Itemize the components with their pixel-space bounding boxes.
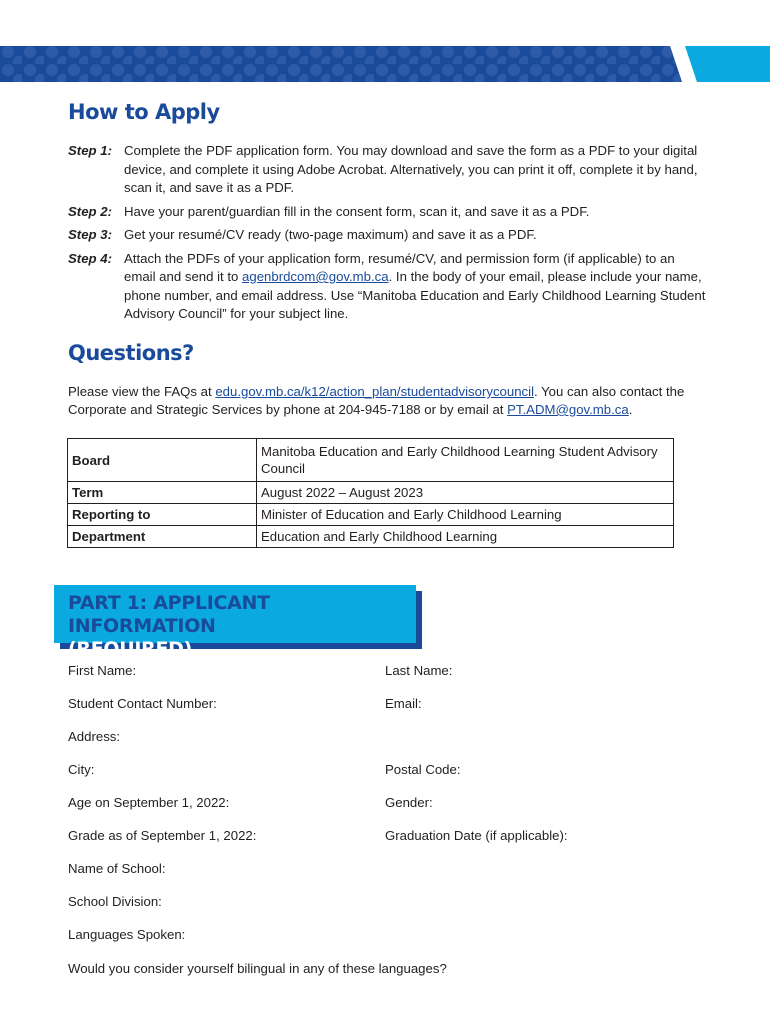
submission-email-link[interactable]: agenbrdcom@gov.mb.ca xyxy=(242,269,389,284)
school-division-label: School Division: xyxy=(68,894,162,909)
grade-label: Grade as of September 1, 2022: xyxy=(68,828,257,843)
part1-title-line2: (REQUIRED) xyxy=(68,638,193,660)
part1-title-line1: PART 1: APPLICANT INFORMATION xyxy=(68,592,270,637)
step-3 xyxy=(68,226,708,245)
step-1 xyxy=(68,142,708,198)
questions-text-part: . You can also contact the Corporate and Strategic Services by phone at 204-945-7188 or by email at xyxy=(68,384,685,417)
school-name-label: Name of School: xyxy=(68,861,166,876)
bilingual-question: Would you consider yourself bilingual in any of these languages? xyxy=(68,961,447,976)
table-row xyxy=(68,526,674,548)
first-name-label: First Name: xyxy=(68,663,137,678)
table-row xyxy=(68,482,674,504)
table-key: Reporting to xyxy=(68,504,257,526)
steps-list xyxy=(68,142,708,329)
part1-title xyxy=(68,592,416,661)
table-value: Manitoba Education and Early Childhood Learning Student Advisory Council xyxy=(257,439,674,482)
questions-text-part: . xyxy=(628,402,633,417)
postal-code-label: Postal Code: xyxy=(385,762,461,777)
table-value: Education and Early Childhood Learning xyxy=(257,526,674,548)
step-2 xyxy=(68,203,708,222)
step-label: Step 2: xyxy=(68,203,112,219)
email-label: Email: xyxy=(385,696,422,711)
step-4 xyxy=(68,250,708,324)
gender-label: Gender: xyxy=(385,795,433,810)
faq-link[interactable]: edu.gov.mb.ca/k12/action_plan/studentadvisorycouncil xyxy=(215,384,534,399)
age-label: Age on September 1, 2022: xyxy=(68,795,230,810)
step-text xyxy=(124,250,708,324)
banner-graphic xyxy=(0,46,770,82)
city-label: City: xyxy=(68,762,95,777)
step-label: Step 4: xyxy=(68,250,112,266)
contact-email-link[interactable]: PT.ADM@gov.mb.ca xyxy=(507,402,629,417)
questions-text-part: Please view the FAQs at xyxy=(68,384,216,399)
last-name-label: Last Name: xyxy=(385,663,453,678)
step-label: Step 1: xyxy=(68,143,112,158)
board-info-table xyxy=(67,438,674,548)
table-key: Department xyxy=(68,526,257,548)
step-label: Step 3: xyxy=(68,227,112,242)
step-text-part: . In the body of your email, please include your name, phone number, and email address. Use “Manitoba Education and Early Childhood Learning Student Advisory Council” for your subject line. xyxy=(124,269,706,321)
table-value: August 2022 – August 2023 xyxy=(257,482,674,504)
address-label: Address: xyxy=(68,729,121,744)
table-value: Minister of Education and Early Childhood Learning xyxy=(257,504,674,526)
questions-text xyxy=(68,383,708,419)
table-key: Board xyxy=(68,439,257,482)
table-row xyxy=(68,439,674,482)
how-to-apply-heading: How to Apply xyxy=(68,100,220,124)
table-row xyxy=(68,504,674,526)
header-banner xyxy=(0,46,770,82)
step-text: Have your parent/guardian fill in the consent form, scan it, and save it as a PDF. xyxy=(124,203,590,219)
graduation-date-label: Graduation Date (if applicable): xyxy=(385,828,568,843)
step-text: Complete the PDF application form. You may download and save the form as a PDF to your digital device, and complete it using Adobe Acrobat. Alternatively, you can print it off, complete it by hand, scan it, and save it as a PDF. xyxy=(124,143,698,195)
languages-label: Languages Spoken: xyxy=(68,927,186,942)
step-text-part: Attach the PDFs of your application form, resumé/CV, and permission form (if applicable) to an email and send it to xyxy=(124,250,675,284)
table-key: Term xyxy=(68,482,257,504)
step-text: Get your resumé/CV ready (two-page maximum) and save it as a PDF. xyxy=(124,227,537,242)
contact-number-label: Student Contact Number: xyxy=(68,696,217,711)
part1-header-box xyxy=(54,585,416,660)
questions-heading: Questions? xyxy=(68,341,194,365)
